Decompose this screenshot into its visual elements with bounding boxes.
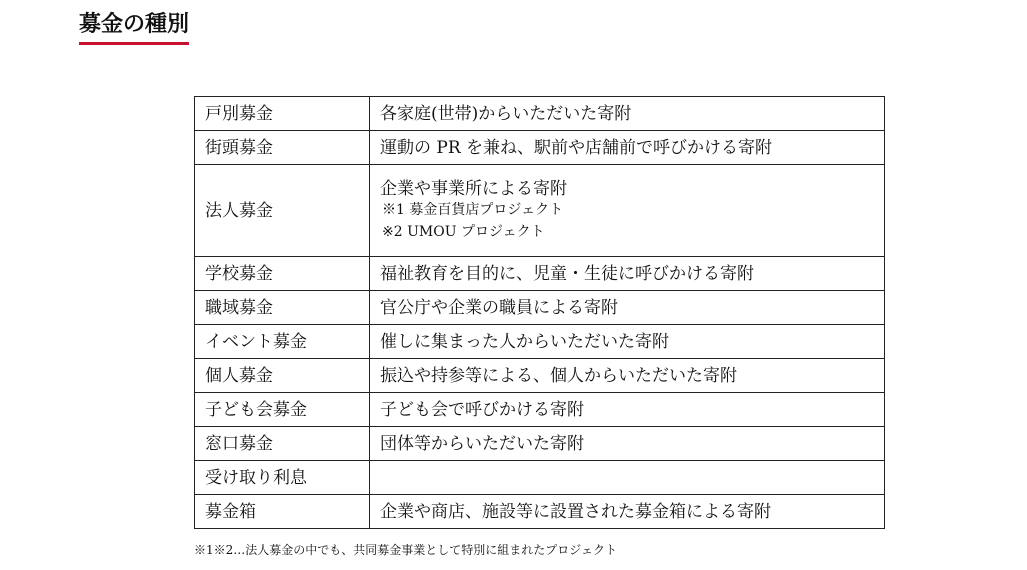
- donation-type-cell: 戸別募金: [195, 97, 370, 131]
- table-row: [195, 393, 885, 427]
- donation-description-cell: [370, 165, 885, 257]
- table-row: [195, 461, 885, 495]
- donation-type-cell: 募金箱: [195, 495, 370, 529]
- donation-types-table: [194, 96, 885, 529]
- donation-type-cell: 街頭募金: [195, 131, 370, 165]
- project-note: ※2 UMOU プロジェクト: [382, 223, 545, 240]
- table-row: [195, 97, 885, 131]
- donation-type-cell: 個人募金: [195, 359, 370, 393]
- table-row: [195, 427, 885, 461]
- donation-description-cell: 子ども会で呼びかける寄附: [370, 393, 885, 427]
- donation-type-cell: 職域募金: [195, 291, 370, 325]
- table-row: [195, 495, 885, 529]
- donation-description-cell: [370, 461, 885, 495]
- donation-description-text: 企業や事業所による寄附: [380, 178, 567, 199]
- donation-description-cell: 官公庁や企業の職員による寄附: [370, 291, 885, 325]
- donation-description-cell: 福祉教育を目的に、児童・生徒に呼びかける寄附: [370, 257, 885, 291]
- table-row: [195, 165, 885, 257]
- project-note: ※1 募金百貨店プロジェクト: [382, 201, 564, 218]
- footnote: ※1※2…法人募金の中でも、共同募金事業として特別に組まれたプロジェクト: [194, 543, 618, 557]
- donation-description-cell: 企業や商店、施設等に設置された募金箱による寄附: [370, 495, 885, 529]
- table-row: [195, 325, 885, 359]
- donation-description-cell: 団体等からいただいた寄附: [370, 427, 885, 461]
- donation-description-cell: 振込や持参等による、個人からいただいた寄附: [370, 359, 885, 393]
- donation-type-cell: 法人募金: [195, 165, 370, 257]
- table-row: [195, 359, 885, 393]
- donation-description-cell: 運動の PR を兼ね、駅前や店舗前で呼びかける寄附: [370, 131, 885, 165]
- donation-type-cell: 学校募金: [195, 257, 370, 291]
- donation-description-cell: 催しに集まった人からいただいた寄附: [370, 325, 885, 359]
- table-row: [195, 291, 885, 325]
- table-row: [195, 257, 885, 291]
- donation-type-cell: イベント募金: [195, 325, 370, 359]
- donation-type-cell: 受け取り利息: [195, 461, 370, 495]
- table-row: [195, 131, 885, 165]
- page-title: 募金の種別: [79, 10, 189, 45]
- donation-type-cell: 子ども会募金: [195, 393, 370, 427]
- donation-type-cell: 窓口募金: [195, 427, 370, 461]
- donation-description-cell: 各家庭(世帯)からいただいた寄附: [370, 97, 885, 131]
